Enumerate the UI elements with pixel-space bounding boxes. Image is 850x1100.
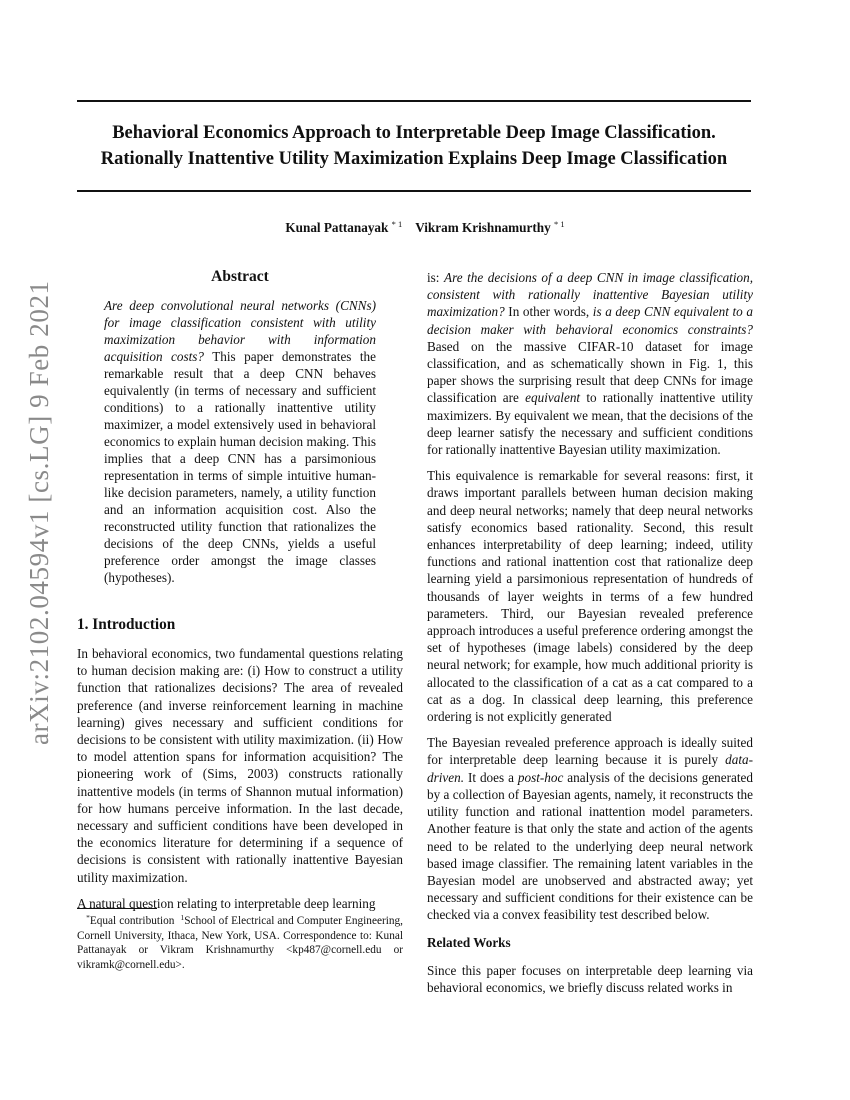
italic-term: equivalent [525, 390, 581, 406]
italic-question: is a deep CNN equivalent to a decision maker with behavioral economics constraints? [427, 304, 753, 337]
italic-term: data-driven. [427, 752, 753, 785]
right-column-body [427, 269, 753, 924]
text-run: analysis of the decisions generated by a collection of Bayesian agents, namely, it reconstructs the utility function and rational inattention model parameters. Another feature is that only the state and action of the agents need to be related to the underlying deep neural network based image classifier. The remaining latent variables in the Bayesian model are unobserved and abstracted away; yet necessary and sufficient conditions for their existence can be checked via a convex feasibility test described below. [427, 769, 753, 923]
paragraph [427, 269, 753, 458]
paper-title-line-2: Rationally Inattentive Utility Maximization Explains Deep Image Classification [100, 149, 728, 169]
abstract-text: This paper demonstrates the remarkable result that a deep CNN behaves equivalently (in terms of necessary and sufficient conditions) to a rationally inattentive utility maximizer, a model extensively used in behavioral economics to explain human decision making. This implies that a deep CNN has a parsimonious representation in terms of simple intuitive human-like decision parameters, namely, a utility function and an information acquisition cost. Also the reconstructed utility function that rationalizes the decisions of the deep CNNs, yields a useful preference order amongst the image classes (hypotheses). [104, 349, 376, 585]
text-run: Based on the massive CIFAR-10 dataset for image classification, and as schematically shown in Fig. 1, this paper shows the surprising result that deep CNNs for image classification are [427, 338, 753, 406]
title-bottom-rule [77, 190, 751, 192]
footnote-contribution: Equal contribution [89, 915, 175, 927]
italic-question: Are the decisions of a deep CNN in image classification, consistent with rationally inattentive Bayesian utility maximization? [427, 270, 753, 320]
paragraph: This equivalence is remarkable for several reasons: first, it draws important parallels between human decision making and deep neural networks; namely that deep neural networks satisfy economics based rationality. Second, this result enhances interpretability of deep learning; indeed, utility functions and rational inattention cost that rationalize deep learning yield a parsimonious representation of hundreds of thousands of layer weights in terms of a few hundred parameters. Third, our Bayesian revealed preference approach introduces a useful preference ordering amongst the set of hypotheses (image labels) considered by the deep neural network; for example, how much additional priority is allocated to the classification of a cat as a cat compared to a cat as a dog. In classical deep learning, this preference ordering is not explicitly generated [427, 468, 753, 725]
text-run: In other words, [508, 304, 590, 320]
title-top-rule [77, 100, 751, 102]
abstract-question: Are deep convolutional neural networks (CNNs) for image classification consistent with utility maximization behavior with information acquisition costs? [104, 298, 376, 364]
footnote-mark: 1 [180, 913, 185, 922]
text-run: is: [427, 270, 440, 285]
paragraph [427, 734, 753, 923]
arxiv-identifier: arXiv:2102.04594v1 [cs.LG] 9 Feb 2021 [24, 280, 54, 745]
text-run: The Bayesian revealed preference approach is ideally suited for interpretable deep learning because it is purely [427, 735, 753, 768]
paragraph: A natural question relating to interpretable deep learning [77, 895, 376, 911]
author-affiliation-mark: * 1 [391, 219, 403, 229]
right-column-tail [427, 962, 753, 996]
italic-term: post-hoc [517, 769, 564, 785]
paragraph: Since this paper focuses on interpretable deep learning via behavioral economics, we briefly discuss related works in [427, 963, 753, 996]
left-column-body [77, 645, 403, 912]
footnote-affiliation: School of Electrical and Computer Engineering, Cornell University, Ithaca, New York, USA. Correspondence to: Kunal Pattanayak or Vikram Krishnamurthy <kp487@cornell.edu or vikramk@cornell.edu>. [77, 915, 403, 971]
footnote-mark: * [86, 913, 90, 922]
author-name: Vikram Krishnamurthy [415, 220, 551, 235]
subsection-heading-related-works: Related Works [427, 935, 511, 950]
paragraph: In behavioral economics, two fundamental questions relating to human decision making are: (i) How to construct a utility function that rationalizes decisions? The area of revealed preference (and inverse reinforcement learning in machine learning) gives necessary and sufficient conditions for decisions to be consistent with utility maximization. (ii) How to model attention spans for information acquisition? The pioneering work of (Sims, 2003) constructs rationally inattentive models (in terms of Shannon mutual information) for how humans perceive information. In the last decade, necessary and sufficient conditions have been developed in the economics literature for determining if a sequence of decisions is consistent with rationally inattentive Bayesian utility maximization. [77, 646, 403, 885]
section-heading-introduction: 1. Introduction [77, 616, 176, 633]
author-list [0, 219, 850, 236]
footnote-rule [77, 908, 157, 909]
author-name: Kunal Pattanayak [285, 220, 389, 235]
text-run: It does a [467, 769, 514, 785]
footnote [77, 911, 403, 972]
text-run: to rationally inattentive utility maximizers. By equivalent we mean, that the decisions of the deep learner satisfy the necessary and sufficient conditions for rationally inattentive Bayesian utility maximization. [427, 390, 753, 458]
abstract-heading: Abstract [211, 268, 269, 285]
abstract-body [104, 297, 376, 586]
author-affiliation-mark: * 1 [553, 219, 565, 229]
paper-title-line-1: Behavioral Economics Approach to Interpretable Deep Image Classification. [112, 123, 716, 143]
